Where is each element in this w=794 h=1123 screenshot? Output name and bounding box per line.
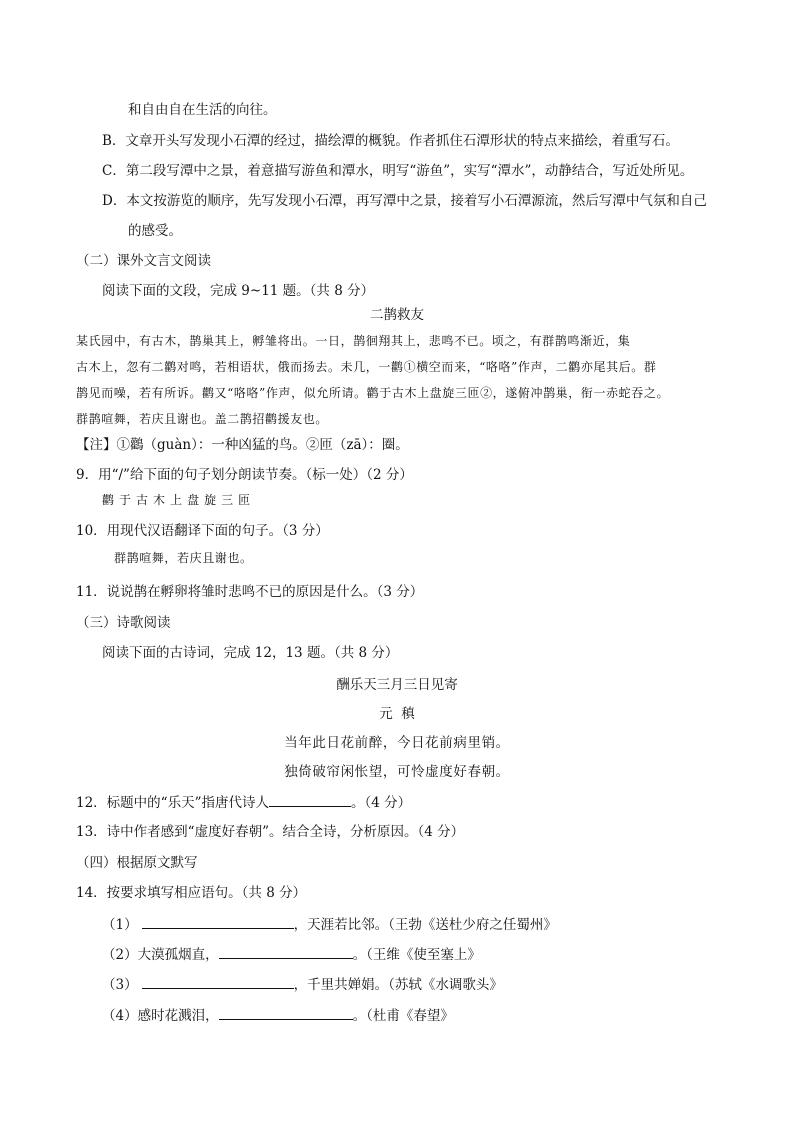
recitation-pre: 大漠孤烟直， — [137, 947, 219, 963]
recitation-post: 。（王维《使至塞上》 — [352, 947, 481, 963]
recitation-num: （1） — [102, 917, 138, 933]
section4-heading: （四）根据原文默写 — [76, 855, 198, 871]
poem-line-1: 当年此日花前醉，今日花前病里销。 — [284, 735, 510, 751]
recitation-post: ，天涯若比邻。（王勃《送杜少府之任蜀州》 — [293, 917, 557, 933]
recitation-pre: 感时花溅泪， — [137, 1008, 219, 1024]
passage-line-4: 群鹊喧舞，若庆且谢也。盖二鹊招鹳援友也。 — [76, 412, 329, 426]
passage-title: 二鹊救友 — [370, 307, 424, 323]
recitation-post: 。（杜甫《春望》 — [352, 1008, 454, 1024]
recitation-blank-1[interactable] — [142, 914, 294, 929]
option-b: B．文章开头写发现小石潭的经过，描绘潭的概貌。作者抓住石潭形状的特点来描绘，着重写石。 — [102, 133, 679, 149]
poem-author: 元 稹 — [379, 706, 415, 722]
section3-heading: （三）诗歌阅读 — [76, 615, 171, 631]
recitation-blank-4[interactable] — [219, 1005, 353, 1020]
passage-line-2: 古木上，忽有二鹳对鸣，若相语状，俄而扬去。未几，一鹳①横空而来，“咯咯”作声，二鹳亦尾其后。群 — [76, 360, 657, 374]
passage-line-1: 某氏园中，有古木，鹊巢其上，孵雏将出。一日，鹊徊翔其上，悲鸣不已。顷之，有群鹊鸣渐近，集 — [76, 334, 631, 348]
question-9-sentence: 鹳 于 古 木 上 盘 旋 三 匝 — [102, 493, 251, 507]
question-14: 14．按要求填写相应语句。（共 8 分） — [76, 885, 307, 901]
recitation-blank-3[interactable] — [142, 974, 294, 989]
question-13: 13．诗中作者感到“虚度好春朝”。结合全诗，分析原因。（4 分） — [76, 824, 465, 840]
question-12-text: 12．标题中的“乐天”指唐代诗人 — [76, 795, 269, 811]
recitation-item-4 — [102, 1005, 454, 1026]
recitation-post: ，千里共婵娟。（苏轼《水调歌头》 — [293, 977, 503, 993]
recitation-num: （2） — [102, 947, 138, 963]
passage-line-3: 鹊见而噪，若有所诉。鹳又“咯咯”作声，似允所请。鹳于古木上盘旋三匝②，遂俯冲鹊巢，衔一赤蛇吞之。 — [76, 386, 670, 400]
passage-note: 【注】①鸛（guàn）：一种凶猛的鸟。②匝（zā）：圈。 — [76, 437, 409, 453]
recitation-num: （3） — [102, 977, 138, 993]
question-9: 9．用“/”给下面的句子划分朗读节奏。（标一处）（2 分） — [76, 467, 413, 483]
question-10: 10．用现代汉语翻译下面的句子。（3 分） — [76, 523, 329, 539]
section2-instruction: 阅读下面的文段，完成 9~11 题。（共 8 分） — [102, 283, 375, 299]
recitation-num: （4） — [102, 1008, 138, 1024]
question-10-sentence: 群鹊喧舞，若庆且谢也。 — [114, 551, 253, 565]
question-11: 11．说说鹊在孵卵将雏时悲鸣不已的原因是什么。（3 分） — [76, 584, 424, 600]
recitation-item-3 — [102, 974, 503, 995]
recitation-item-2 — [102, 944, 481, 965]
question-12-points: 。（4 分） — [350, 795, 412, 811]
recitation-item-1 — [102, 914, 557, 935]
poem-title: 酬乐天三月三日见寄 — [336, 677, 458, 693]
question-12-blank[interactable] — [269, 792, 351, 807]
poem-line-2: 独倚破帘闲怅望，可怜虚度好春朝。 — [284, 764, 510, 780]
option-d-line2: 的感受。 — [128, 223, 182, 239]
option-a-tail: 和自由自在生活的向往。 — [128, 102, 277, 118]
option-d-line1: D．本文按游览的顺序，先写发现小石潭，再写潭中之景，接着写小石潭源流，然后写潭中气氛和自己 — [102, 193, 707, 209]
section2-heading: （二）课外文言文阅读 — [76, 253, 211, 269]
recitation-blank-2[interactable] — [219, 944, 353, 959]
question-12 — [76, 792, 411, 813]
option-c: C．第二段写潭中之景，着意描写游鱼和潭水，明写“游鱼”，实写“潭水”，动静结合，写近处所见。 — [102, 163, 694, 179]
section3-instruction: 阅读下面的古诗词，完成 12，13 题。（共 8 分） — [102, 645, 399, 661]
